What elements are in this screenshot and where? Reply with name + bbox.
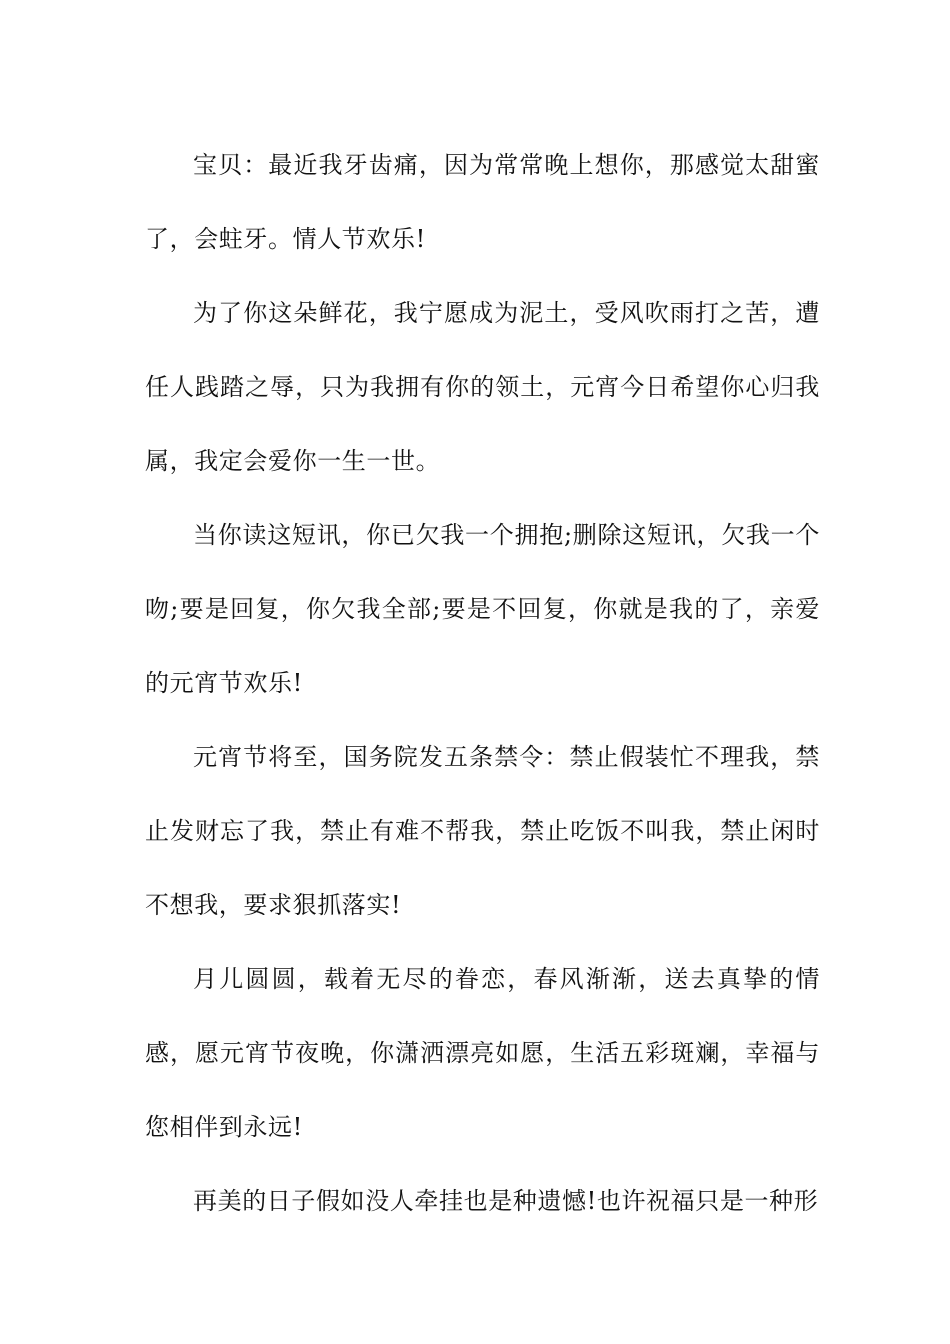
paragraph-2: 为了你这朵鲜花，我宁愿成为泥土，受风吹雨打之苦，遭任人践踏之辱，只为我拥有你的领土，元宵今日希望你心归我属，我定会爱你一生一世。 <box>145 299 820 475</box>
paragraph-1: 宝贝：最近我牙齿痛，因为常常晚上想你，那感觉太甜蜜了，会蛀牙。情人节欢乐! <box>145 151 820 253</box>
paragraph-4: 元宵节将至，国务院发五条禁令：禁止假装忙不理我，禁止发财忘了我，禁止有难不帮我，禁止吃饭不叫我，禁止闲时不想我，要求狠抓落实! <box>145 743 820 919</box>
paragraph-6: 再美的日子假如没人牵挂也是种遗憾!也许祝福只是一种形 <box>193 1187 819 1215</box>
document-body <box>145 128 820 1238</box>
paragraph-3: 当你读这短讯，你已欠我一个拥抱;删除这短讯，欠我一个吻;要是回复，你欠我全部;要是不回复，你就是我的了，亲爱的元宵节欢乐! <box>145 521 820 697</box>
paragraph-5: 月儿圆圆，载着无尽的眷恋，春风渐渐，送去真挚的情感，愿元宵节夜晚，你潇洒漂亮如愿，生活五彩斑斓，幸福与您相伴到永远! <box>145 965 820 1141</box>
